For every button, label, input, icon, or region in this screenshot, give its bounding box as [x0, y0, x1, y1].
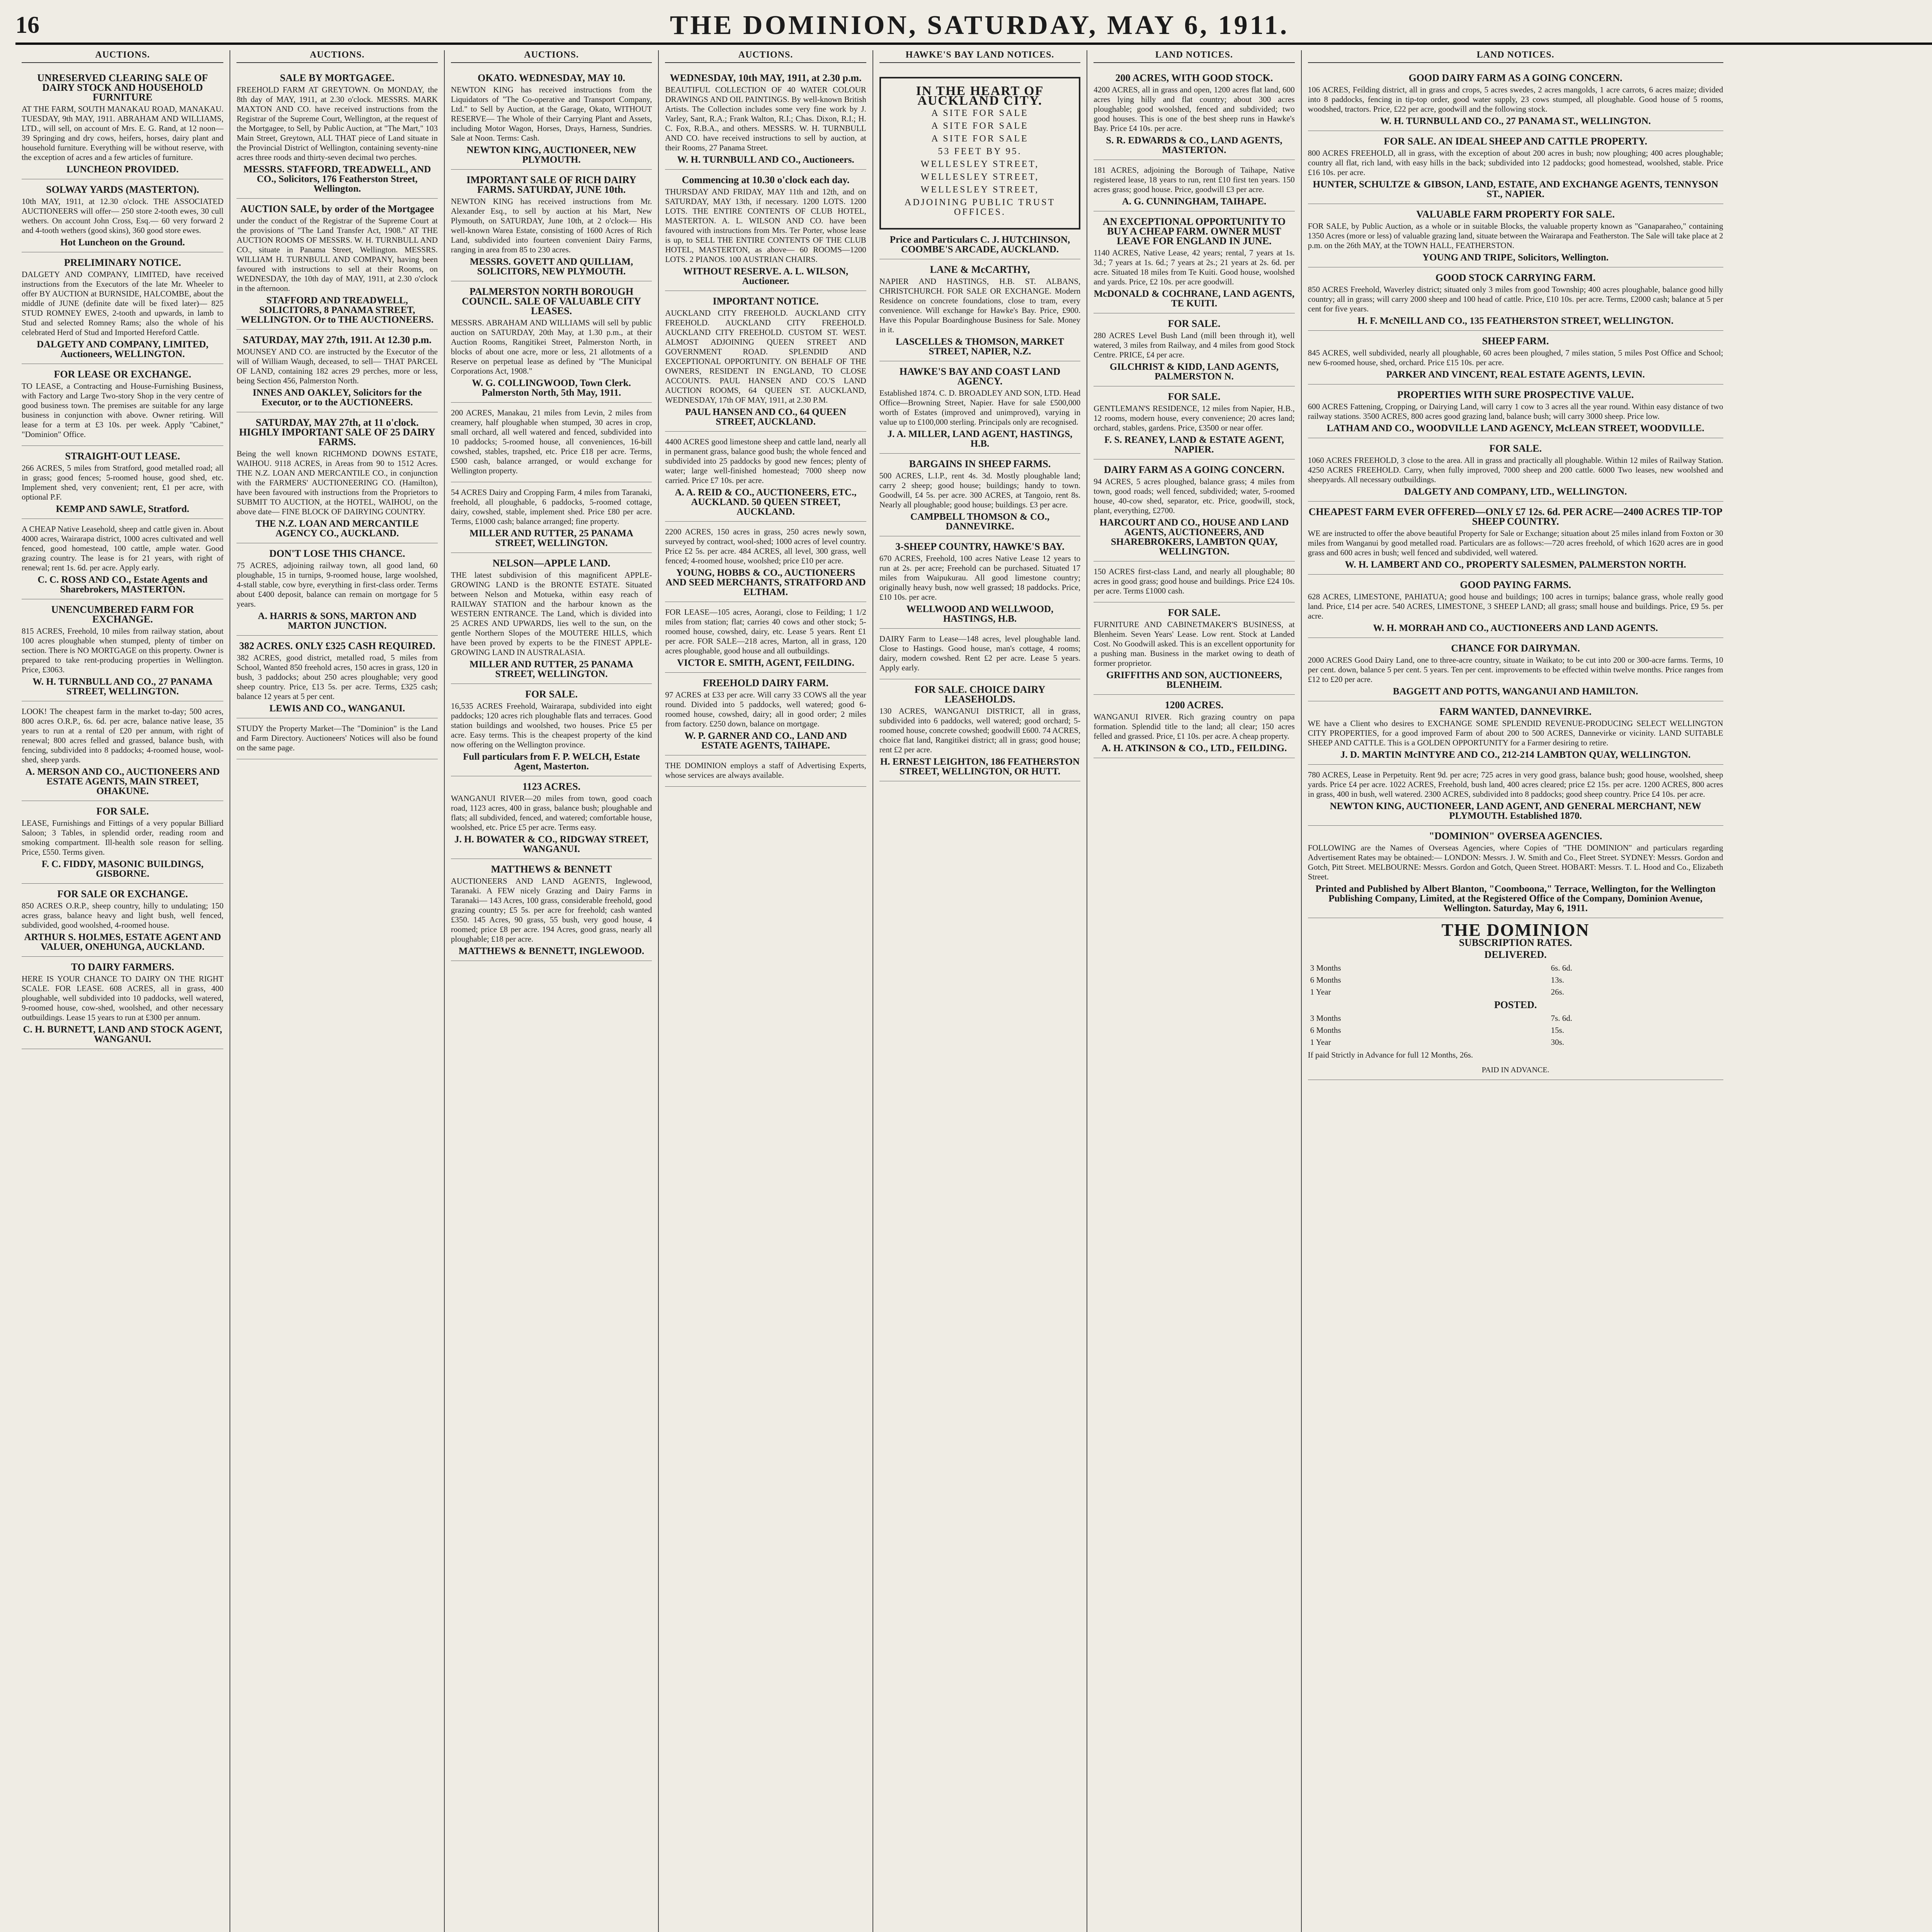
column-heading: AUCTIONS.: [236, 50, 437, 63]
subscription-subtitle: SUBSCRIPTION RATES.: [1459, 937, 1572, 948]
advertisement-signature: NEWTON KING, AUCTIONEER, LAND AGENT, AND GENERAL MERCHANT, NEW PLYMOUTH. Established 1870.: [1330, 801, 1701, 821]
advertisement-body: WE have a Client who desires to EXCHANGE SOME SPLENDID REVENUE-PRODUCING SELECT WELLINGTON CITY PROPERTIES, for a good improved Farm of about 200 to 500 ACRES, Dannevirke or vicinity. LAND SUITABLE SHEEP AND CATTLE. This is a GOLDEN OPPORTUNITY for a Farmer desiring to retire.: [1308, 719, 1723, 747]
advertisement-body: 130 ACRES, WANGANUI DISTRICT, all in grass, subdivided into 6 paddocks, well watered; good orchard; 5-roomed house, concrete cowshed; goodwill £600. 74 ACRES, choice flat land, Rangitikei district; all in grass; good house; rent £2 per acre.: [879, 706, 1081, 754]
advertisement-body: 2000 ACRES Good Dairy Land, one to three-acre country, situate in Waikato; to be cut into 200 or 300-acre farms. Terms, 10 per cent. down, balance 5 per cent. 5 years. Ten per cent. improvements to be effected within twelve months. Price ranges from £12 to £20 per acre.: [1308, 655, 1723, 684]
advertisement-signature: GILCHRIST & KIDD, LAND AGENTS, PALMERSTON N.: [1109, 362, 1279, 382]
advertisement-title: Commencing at 10.30 o'clock each day.: [682, 174, 850, 185]
advertisement-signature: INNES AND OAKLEY, Solicitors for the Executor, or to the AUCTIONEERS.: [252, 388, 422, 408]
advertisement-signature: HARCOURT AND CO., HOUSE AND LAND AGENTS, AUCTIONEERS, AND SHAREBROKERS, LAMBTON QUAY, WELLINGTON.: [1099, 517, 1289, 557]
advertisement-signature: VICTOR E. SMITH, AGENT, FEILDING.: [677, 658, 854, 668]
advertisement-body: FOR LEASE—105 acres, Aorangi, close to Feilding; 1 1/2 miles from station; flat; carries 40 cows and other stock; 5-roomed house, cowshed, dairy, etc. Lease 5 years. Rent £1 per acre. FOR SALE—218 acres, Marton, all in grass, 120 acres ploughable, good house and all outbuildings.: [665, 607, 866, 655]
advertisement: [22, 957, 223, 1049]
advertisement-line: A SITE FOR SALE: [931, 121, 1029, 131]
advertisement-body: 280 ACRES Level Bush Land (mill been through it), well watered, 3 miles from Railway, and 4 miles from good Stock Centre. PRICE, £4 per acre.: [1094, 331, 1295, 359]
rate-period: 1 Year: [1310, 1037, 1331, 1047]
advertisement-body: AUCTIONEERS AND LAND AGENTS, Inglewood, Taranaki. A FEW nicely Grazing and Dairy Farms in Taranaki— 143 Acres, 100 grass, considerable freehold, good grazing country; £5 5s. per acre for freehold; cash wanted £350. 145 Acres, 90 grass, 55 bush, very good house, 4 roomed; price £8 per acre. 194 Acres, good grass, nearly all ploughable; £18 per acre.: [451, 876, 652, 944]
advertisement-body: THE latest subdivision of this magnificent APPLE-GROWING LAND is the BRONTE ESTATE. Situated between Nelson and Motueka, within easy reach of RAILWAY STATION and the harbour known as the WESTERN ENTRANCE. The Land, which is divided into 25 ACRES AND UPWARDS, lies well to the sun, on the gentle Northern Slopes of the MOUTERE HILLS, which have been proved by experts to be the FINEST APPLE-GROWING LAND IN AUSTRALASIA.: [451, 570, 652, 657]
advertisement: [22, 446, 223, 519]
rate-row: [1309, 963, 1723, 974]
advertisement: [1308, 438, 1723, 502]
advertisement-body: 200 ACRES, Manakau, 21 miles from Levin, 2 miles from creamery, half ploughable when stumped, 30 acres in crop, small orchard, all well watered and fenced, subdivided into 10 paddocks; 5-roomed house, all conveniences, 16-bill cowshed, stables, trapshed, etc. Price £18 per acre. Terms, £500 cash, balance arranged, or would exchange for Wellington property.: [451, 408, 652, 475]
advertisement-body: THE DOMINION employs a staff of Advertising Experts, whose services are always available.: [665, 761, 866, 780]
advertisement-title: IMPORTANT NOTICE.: [713, 296, 819, 307]
advertisement-body: 500 ACRES, L.I.P., rent 4s. 3d. Mostly ploughable land; carry 2 sheep; good house; buildings; handy to town. Goodwill, £4 5s. per acre. 300 ACRES, at Tangoio, rent 8s. Nearly all ploughable; good house; buildings. £3 per acre.: [879, 471, 1081, 509]
advertisement: [879, 679, 1080, 781]
advertisement: [1094, 561, 1294, 602]
advertisement-body: 94 ACRES, 5 acres ploughed, balance grass; 4 miles from town, good roads; well fenced, subdivided; water, 5-roomed house, 40-cow shed, separator, etc. Price, goodwill, stock, plant, everything, £2700.: [1094, 477, 1295, 515]
advertisement: [1308, 502, 1723, 575]
advertisement: [451, 859, 652, 961]
advertisement-signature: J. H. BOWATER & CO., RIDGWAY STREET, WANGANUI.: [454, 834, 649, 854]
rate-period: 1 Year: [1310, 987, 1331, 997]
advertisement-body: GENTLEMAN'S RESIDENCE, 12 miles from Napier, H.B., 12 rooms, modern house, every convenience; 20 acres land; orchard, stables, gardens. Price, £3500 or near offer.: [1094, 404, 1295, 432]
advertisement-signature: MESSRS. GOVETT AND QUILLIAM, SOLICITORS, NEW PLYMOUTH.: [469, 257, 633, 277]
advertisement: [1308, 575, 1723, 638]
advertisement: [236, 330, 437, 412]
advertisement: [1094, 386, 1294, 459]
advertisement-title: FOR SALE.: [1168, 318, 1221, 329]
advertisement-body: FOLLOWING are the Names of Overseas Agencies, where Copies of "THE DOMINION" and particulars regarding Advertisement Rates may be obtained:— LONDON: Messrs. J. W. Smith and Co., Fleet Street. SYDNEY: Messrs. Gordon and Gotch, Pitt Street. MELBOURNE: Messrs. Gordon and Gotch, Queen Street. HOBART: Messrs. T. L. Hood and Co., Elizabeth Street.: [1308, 843, 1723, 881]
advertisement-signature: F. S. REANEY, LAND & ESTATE AGENT, NAPIER.: [1104, 435, 1284, 455]
rate-row: [1309, 986, 1723, 998]
advertisement-body: FURNITURE AND CABINETMAKER'S BUSINESS, at Blenheim. Seven Years' Lease. Low rent. Stock at Landed Cost. No Goodwill asked. This is an excellent opportunity for a pushing man. Business in the market owing to death of former proprietor.: [1094, 620, 1295, 668]
advertisement: [879, 68, 1080, 259]
advertisement-signature: W. G. COLLINGWOOD, Town Clerk. Palmerston North, 5th May, 1911.: [472, 378, 631, 398]
advertisement: [1094, 602, 1294, 695]
advertisement: [1308, 826, 1723, 918]
masthead: [15, 8, 1932, 45]
advertisement-body: 1060 ACRES FREEHOLD, 3 close to the area. All in grass and practically all ploughable. Within 12 miles of Railway Station. 4250 ACRES FREEHOLD. Carry, when fully improved, 7000 sheep and 200 cattle. 6000 Two leases, new woolshed and sheepyards. All necessary outbuildings.: [1308, 456, 1723, 484]
advertisement: [1308, 131, 1723, 204]
advertisement-title: FOR SALE. CHOICE DAIRY LEASEHOLDS.: [914, 684, 1046, 705]
column-7: [1301, 50, 1730, 1932]
advertisement: [1094, 211, 1294, 313]
advertisement-signature: W. H. LAMBERT AND CO., PROPERTY SALESMEN, PALMERSTON NORTH.: [1345, 560, 1686, 570]
advertisement-body: under the conduct of the Registrar of the Supreme Court at the provisions of "The Land Transfer Act, 1908." AT THE AUCTION ROOMS OF MESSRS. W. H. TURNBULL AND CO., situate in Panama Street, Wellington. MESSRS. WILLIAM H. TURNBULL AND COMPANY, having been favoured with instructions to sell at their Rooms, on WEDNESDAY, the 10th day of MAY, 1911, at 2.30 o'clock in the afternoon.: [236, 216, 438, 293]
rate-period: 3 Months: [1310, 1014, 1341, 1023]
advertisement-signature: H. ERNEST LEIGHTON, 186 FEATHERSTON STREET, WELLINGTON, OR HUTT.: [880, 757, 1080, 777]
advertisement-signature: C. C. ROSS AND CO., Estate Agents and Sharebrokers, MASTERTON.: [37, 575, 208, 595]
advertisement-title: FOR SALE.: [1168, 607, 1221, 618]
advertisement: [22, 519, 223, 599]
advertisement: [1308, 638, 1723, 701]
column-heading: AUCTIONS.: [22, 50, 223, 63]
posted-heading: POSTED.: [1494, 999, 1537, 1010]
advertisement-body: STUDY the Property Market—The "Dominion" is the Land and Farm Directory. Auctioneers' Notices will also be found on the same page.: [236, 724, 438, 752]
advertisement-body: DALGETY AND COMPANY, LIMITED, have received instructions from the Executors of the late Mr. Wheeler to offer BY AUCTION at BURNSIDE, HALCOMBE, about the middle of JUNE (definite date will be fixed later)— 825 STUD ROMNEY EWES, 2-tooth and upwards, in lamb to Stud and selected Romney Rams; also the whole of his celebrated Herd of Stud and Imported Hereford Cattle.: [22, 270, 224, 337]
advertisement: [1094, 68, 1294, 160]
advertisement-signature: KEMP AND SAWLE, Stratford.: [56, 504, 189, 514]
rate-row: [1309, 1025, 1723, 1036]
advertisement-body: 628 ACRES, LIMESTONE, PAHIATUA; good house and buildings; 100 acres in turnips; balance grass, whole really good land. Price, £14 per acre. 540 ACRES, LIMESTONE, 3 SHEEP LAND; all grass; small house and buildings. Price, £9 5s. per acre.: [1308, 592, 1723, 621]
advertisement-body: 16,535 ACRES Freehold, Wairarapa, subdivided into eight paddocks; 120 acres rich ploughable flats and terraces. Good station buildings and woolshed, two houses. Price £5 per acre. Easy terms. This is the cheapest property of the kind now offering on the Wellington province.: [451, 701, 652, 749]
boxed-advertisement: [879, 77, 1080, 230]
columns-container: [15, 50, 1932, 1932]
advertisement-title: VALUABLE FARM PROPERTY FOR SALE.: [1416, 209, 1615, 220]
rate-row: [1309, 975, 1723, 986]
advertisement-body: 850 ACRES O.R.P., sheep country, hilly to undulating; 150 acres grass, balance heavy and light bush, well fenced, subdivided, good woolshed, 4-roomed house.: [22, 901, 224, 930]
advertisement-signature: LEWIS AND CO., WANGANUI.: [269, 703, 405, 714]
rate-price: 30s.: [1551, 1037, 1565, 1047]
rate-price: 13s.: [1551, 975, 1565, 985]
advertisement-title: UNRESERVED CLEARING SALE OF DAIRY STOCK AND HOUSEHOLD FURNITURE: [37, 72, 208, 103]
advertisement-signature: Price and Particulars C. J. HUTCHINSON, COOMBE'S ARCADE, AUCKLAND.: [889, 235, 1070, 255]
advertisement-signature: NEWTON KING, AUCTIONEER, NEW PLYMOUTH.: [466, 145, 636, 165]
advertisement-body: 600 ACRES Fattening, Cropping, or Dairying Land, will carry 1 cow to 3 acres all the year round. Within easy distance of two railway stations. 3500 ACRES, 800 acres good grazing land, balance bush; will carry 3000 sheep. Price low.: [1308, 402, 1723, 421]
advertisement-title: AUCTION SALE, by order of the Mortgagee: [240, 203, 434, 214]
column-heading: LAND NOTICES.: [1308, 50, 1723, 63]
advertisement-body: THURSDAY AND FRIDAY, MAY 11th and 12th, and on SATURDAY, MAY 13th, if necessary. 1200 LOTS. 1200 LOTS. THE ENTIRE CONTENTS OF CLUB HOTEL, MASTERTON. A. L. WILSON AND CO. have been favoured with instructions from Mrs. Ter Porter, whose lease is up, to SELL THE ENTIRE CONTENTS OF THE CLUB HOTEL, MASTERTON, as above— 60 ROOMS—1200 LOTS. 2 PIANOS. 100 AUSTRIAN CHAIRS.: [665, 187, 866, 264]
advertisement: [665, 68, 866, 170]
subscription-title: THE DOMINION: [1441, 920, 1590, 940]
advertisement: [1308, 384, 1723, 438]
advertisement-title: NELSON—APPLE LAND.: [492, 558, 611, 569]
advertisement-title: FREEHOLD DAIRY FARM.: [703, 677, 828, 689]
advertisement-signature: W. H. TURNBULL AND CO., 27 PANAMA ST., WELLINGTON.: [1380, 116, 1651, 126]
advertisement-signature: MILLER AND RUTTER, 25 PANAMA STREET, WELLINGTON.: [469, 528, 634, 548]
advertisement-signature: W. H. TURNBULL AND CO., 27 PANAMA STREET, WELLINGTON.: [32, 677, 213, 697]
advertisement-body: 181 ACRES, adjoining the Borough of Taihape, Native registered lease, 18 years to run, rent £10 first ten years. 150 acres grass; good house. Price, goodwill £3 per acre.: [1094, 165, 1295, 194]
advertisement-title: GOOD PAYING FARMS.: [1460, 579, 1571, 590]
advertisement: [1094, 695, 1294, 758]
rate-price: 15s.: [1551, 1026, 1565, 1035]
advertisement: [879, 454, 1080, 536]
advertisement: [22, 701, 223, 801]
advertisement-signature: S. R. EDWARDS & CO., LAND AGENTS, MASTERTON.: [1106, 135, 1282, 155]
advertisement-signature: PAUL HANSEN AND CO., 64 QUEEN STREET, AUCKLAND.: [685, 407, 847, 427]
advertisement-line: WELLESLEY STREET,: [920, 185, 1039, 195]
advertisement-signature: GRIFFITHS AND SON, AUCTIONEERS, BLENHEIM.: [1106, 670, 1282, 690]
advertisement-body: 97 ACRES at £33 per acre. Will carry 33 COWS all the year round. Divided into 5 paddocks, well watered; good 6-roomed house, cowshed, dairy; all in good order; 2 miles from factory. £250 down, balance on mortgage.: [665, 690, 866, 728]
advertisement-title: 1200 ACRES.: [1165, 699, 1224, 711]
advertisement-body: TO LEASE, a Contracting and House-Furnishing Business, with Factory and Large Two-story Shop in the very centre of good business town. The premises are suitable for any large business in conjunction with above. Owner retiring. Will lease for a term at £3 10s. per week. Apply "Cabinet," "Dominion" Office.: [22, 381, 224, 439]
advertisement: [236, 68, 437, 199]
advertisement-signature: A. H. ATKINSON & CO., LTD., FEILDING.: [1101, 743, 1287, 753]
posted-rates-table: [1308, 1012, 1723, 1049]
column-heading: AUCTIONS.: [665, 50, 866, 63]
advertisement-title: SATURDAY, MAY 27th, at 11 o'clock. HIGHLY IMPORTANT SALE OF 25 DAIRY FARMS.: [239, 417, 435, 447]
rate-row: [1309, 1037, 1723, 1048]
advertisement-signature: LASCELLES & THOMSON, MARKET STREET, NAPIER, N.Z.: [896, 337, 1064, 357]
advertisement-signature: C. H. BURNETT, LAND AND STOCK AGENT, WANGANUI.: [23, 1024, 222, 1044]
advertisement-title: BARGAINS IN SHEEP FARMS.: [909, 458, 1051, 469]
advertisement-title: 200 ACRES, WITH GOOD STOCK.: [1115, 72, 1273, 83]
advertisement: [1308, 331, 1723, 384]
advertisement-body: BEAUTIFUL COLLECTION OF 40 WATER COLOUR DRAWINGS AND OIL PAINTINGS. By well-known British Artists. The Collection includes some very fine work by J. Varley, Sant, R.A.; Frank Walton, R.I.; Chas. Dixon, R.I.; H. C. Fox, R.B.A., and others. MESSRS. W. H. TURNBULL AND CO. have received instructions to sell by auction, at their Rooms, 27 Panama Street.: [665, 85, 866, 152]
advertisement-signature: YOUNG, HOBBS & CO., AUCTIONEERS AND SEED MERCHANTS, STRATFORD AND ELTHAM.: [665, 568, 866, 597]
advertisement-body: FREEHOLD FARM AT GREYTOWN. On MONDAY, the 8th day of MAY, 1911, at 2.30 o'clock. MESSRS. MARK MAXTON AND CO. have received instructions from the Registrar of the Supreme Court, Wellington, at the request of the Mortgagee, to Sell, by Public Auction, at "The Mart," 103 Main Street, Greytown, ALL THAT piece of Land situate in the Provincial District of Wellington, containing seventy-nine acres three roods and thirty-seven decimal two perches.: [236, 85, 438, 162]
advertisement: [665, 432, 866, 522]
advertisement-signature: MATTHEWS & BENNETT, INGLEWOOD.: [458, 946, 645, 956]
advertisement-line: WELLESLEY STREET,: [920, 159, 1039, 169]
column-heading: AUCTIONS.: [451, 50, 652, 63]
advertisement: [665, 170, 866, 291]
rate-period: 3 Months: [1310, 963, 1341, 973]
advertisement: [1094, 160, 1294, 211]
advertisement-line: A SITE FOR SALE: [931, 134, 1029, 144]
advertisement-signature: Hot Luncheon on the Ground.: [60, 237, 185, 248]
advertisement-title: "DOMINION" OVERSEA AGENCIES.: [1429, 830, 1602, 842]
advertisement-title: HAWKE'S BAY AND COAST LAND AGENCY.: [899, 366, 1061, 387]
advertisement-title: CHEAPEST FARM EVER OFFERED—ONLY £7 12s. 6d. PER ACRE—2400 ACRES TIP-TOP SHEEP COUNTRY.: [1308, 506, 1723, 527]
advertisement: [879, 259, 1080, 361]
advertisement-signature: MESSRS. STAFFORD, TREADWELL, AND CO., Solicitors, 176 Featherston Street, Wellington.: [243, 164, 431, 194]
advertisement-signature: A. HARRIS & SONS, MARTON AND MARTON JUNCTION.: [258, 611, 417, 631]
advertisement-signature: A. A. REID & CO., AUCTIONEERS, ETC., AUCKLAND. 50 QUEEN STREET, AUCKLAND.: [675, 487, 857, 517]
rate-price: 7s. 6d.: [1551, 1014, 1573, 1023]
advertisement-body: FOR SALE, by Public Auction, as a whole or in suitable Blocks, the valuable property known as "Ganaparaheo," containing 1350 Acres (more or less) of valuable grazing land, situate between the Wairarapa and Featherston. The Sale will take place at 2 p.m. on the 26th MAY, at the TOWN HALL, FEATHERSTON.: [1308, 221, 1723, 250]
advertisement-title: GOOD DAIRY FARM AS A GOING CONCERN.: [1408, 72, 1622, 83]
advertisement-body: WANGANUI RIVER. Rich grazing country on papa formation. Splendid title to the land; all clear; 150 acres felled and grassed. Price, £1 10s. per acre. A cheap property.: [1094, 712, 1295, 741]
advertisement-line: 53 FEET BY 95.: [938, 146, 1022, 156]
advertisement-body: Established 1874. C. D. BROADLEY AND SON, LTD. Head Office—Browning Street, Napier. Have for sale £500,000 worth of Estates (improved and unimproved), varying in value up to £100,000 sterling. Principals only are recognised.: [879, 388, 1081, 427]
column-3: [444, 50, 658, 1932]
advertisement-body: MESSRS. ABRAHAM AND WILLIAMS will sell by public auction on SATURDAY, 20th May, at 1.30 p.m., at their Auction Rooms, Rangitikei Street, Palmerston North, in blocks of about one acre, more or less, 21 allotments of a Reserve on perpetual lease as defined by "The Municipal Corporations Act, 1908.": [451, 318, 652, 376]
advertisement-body: 670 ACRES, Freehold, 100 acres Native Lease 12 years to run at 2s. per acre; Freehold can be purchased. Situated 17 miles from Waipukurau. All good limestone country; originally heavy bush, now well grassed; 18 paddocks. Price, £10 10s. per acre.: [879, 554, 1081, 602]
advertisement-title: 3-SHEEP COUNTRY, HAWKE'S BAY.: [895, 541, 1065, 552]
advertisement: [22, 252, 223, 364]
advertisement-title: 382 ACRES. ONLY £325 CASH REQUIRED.: [239, 640, 435, 651]
column-4: [658, 50, 872, 1932]
advertisement: [451, 403, 652, 482]
advertisement-title: SOLWAY YARDS (MASTERTON).: [46, 184, 199, 195]
advertisement-body: LEASE, Furnishings and Fittings of a very popular Billiard Saloon; 3 Tables, in splendid order, reading room and smoking compartment. Ill-health sole reason for selling. Price, £550. Terms given.: [22, 818, 224, 857]
advertisement-body: WANGANUI RIVER—20 miles from town, good coach road, 1123 acres, 400 in grass, balance bush; ploughable and flats; all subdivided, fenced, and watered; comfortable house, woolshed, etc. Price £5 per acre. Terms easy.: [451, 794, 652, 832]
advertisement-body: 780 ACRES, Lease in Perpetuity. Rent 9d. per acre; 725 acres in very good grass, balance bush; good house, woolshed, sheep yards. Price £4 per acre. 1022 ACRES, Freehold, bush land, 400 acres cleared; price £2 15s. per acre. 1200 ACRES, 800 acres in grass, 400 in bush, well watered. 2300 ACRES, subdivided into 8 paddocks; good sheep country. Price £4 10s. per acre.: [1308, 770, 1723, 799]
advertisement: [1308, 765, 1723, 826]
rate-price: 26s.: [1551, 987, 1565, 997]
column-5: [872, 50, 1087, 1932]
advertisement: [451, 170, 652, 281]
advertisement-title: OKATO. WEDNESDAY, MAY 10.: [478, 72, 626, 83]
advertisement-title: FARM WANTED, DANNEVIRKE.: [1439, 706, 1592, 717]
advertisement-title: FOR SALE.: [1168, 391, 1221, 402]
advertisement: [1308, 701, 1723, 765]
advertisement: [451, 281, 652, 403]
advertisement-title: 1123 ACRES.: [522, 781, 581, 792]
advertisement-signature: STAFFORD AND TREADWELL, SOLICITORS, 8 PANAMA STREET, WELLINGTON. Or to THE AUCTIONEERS.: [241, 295, 434, 325]
advertisement-signature: MILLER AND RUTTER, 25 PANAMA STREET, WELLINGTON.: [469, 659, 634, 679]
advertisement-body: NEWTON KING has received instructions from the Liquidators of "The Co-operative and Transport Company, Ltd." to Sell by Auction, at the Garage, Okato, WITHOUT RESERVE— The Whole of their Carrying Plant and Assets, including Motor Wagon, Horses, Drays, Harness, Sundries. Sale at Noon. Terms: Cash.: [451, 85, 652, 143]
advertisement-body: LOOK! The cheapest farm in the market to-day; 500 acres, 800 acres O.R.P., 6s. 6d. per acre, balance native lease, 35 years to run at a rental of £20 per annum, with right of renewal; 800 acres felled and grassed, balance bush, with fencing, subdivided into 8 paddocks; 4-roomed house, wool-shed, sheep yards.: [22, 707, 224, 764]
advertisement-body: 815 ACRES, Freehold, 10 miles from railway station, about 100 acres ploughable when stumped, plenty of timber on section. There is NO MORTGAGE on this property. Owner is prepared to take rent-producing properties in Wellington. Price, £3063.: [22, 626, 224, 674]
advertisement-body: A CHEAP Native Leasehold, sheep and cattle given in. About 4000 acres, Wairarapa district, 1000 acres cultivated and well fenced, good homestead, 100 cattle, ample water. Good grazing country. The lease is for 21 years, with right of renewal; rent 1s. 6d. per acre. Apply early.: [22, 524, 224, 572]
advertisement-title: IMPORTANT SALE OF RICH DAIRY FARMS. SATURDAY, JUNE 10th.: [466, 174, 636, 195]
advertisement: [236, 199, 437, 330]
advertisement-title: PROPERTIES WITH SURE PROSPECTIVE VALUE.: [1397, 389, 1634, 400]
advertisement-signature: W. H. MORRAH AND CO., AUCTIONEERS AND LAND AGENTS.: [1373, 623, 1658, 633]
column-1: [15, 50, 230, 1932]
advertisement: [451, 553, 652, 684]
page-number: 16: [15, 12, 39, 38]
advertisement-title: SALE BY MORTGAGEE.: [280, 72, 395, 83]
advertisement-signature: McDONALD & COCHRANE, LAND AGENTS, TE KUITI.: [1094, 289, 1295, 309]
advertisement: [665, 602, 866, 673]
subscription-footer: PAID IN ADVANCE.: [1481, 1066, 1549, 1074]
advertisement-signature: DALGETY AND COMPANY, LTD., WELLINGTON.: [1404, 486, 1627, 497]
advertisement: [1094, 313, 1294, 386]
advertisement: [665, 522, 866, 602]
advertisement: [879, 361, 1080, 454]
rate-period: 6 Months: [1310, 1026, 1341, 1035]
advertisement-body: WE are instructed to offer the above beautiful Property for Sale or Exchange; situation about 25 miles inland from Foxton or 30 miles from Wanganui by good metalled road. Particulars are as follows:—720 acres freehold, of which 1620 acres are in good grass and 600 acres in bush; well fenced and subdivided, well watered.: [1308, 529, 1723, 557]
advertisement-signature: J. D. MARTIN McINTYRE AND CO., 212-214 LAMBTON QUAY, WELLINGTON.: [1340, 750, 1691, 760]
advertisement-body: DAIRY Farm to Lease—148 acres, level ploughable land. Close to Hastings. Good house, man's cottage, 4 rooms; dairy, modern cowshed. Rent £2 per acre. Lease 5 years. Apply early.: [879, 634, 1081, 672]
advertisement-body: AUCKLAND CITY FREEHOLD. AUCKLAND CITY FREEHOLD. AUCKLAND CITY FREEHOLD. AUCKLAND CITY FREEHOLD. CUSTOM ST. WEST. ALMOST ADJOINING QUEEN STREET AND GOVERNMENT ROAD. SPLENDID AND EXCEPTIONAL OPPORTUNITY. ON BEHALF OF THE OWNERS, RESIDENT IN ENGLAND, TO CLOSE ACCOUNTS. PAUL HANSEN AND CO.'S LAND AUCTION ROOMS, 64 QUEEN ST. AUCKLAND, WEDNESDAY, 17th OF MAY, 1911, at 2.30 P.M.: [665, 308, 866, 405]
advertisement-signature: J. A. MILLER, LAND AGENT, HASTINGS, H.B.: [887, 429, 1073, 449]
advertisement-body: 4400 ACRES good limestone sheep and cattle land, nearly all in permanent grass, balance good bush; the whole fenced and subdivided into 25 paddocks by good new fences; plenty of water; large well-finished homestead; 7000 sheep now carried. Price £7 10s. per acre.: [665, 437, 866, 485]
advertisement-title: FOR SALE.: [96, 806, 149, 817]
advertisement: [1308, 68, 1723, 131]
advertisement-title: PRELIMINARY NOTICE.: [64, 257, 181, 268]
rate-period: 6 Months: [1310, 975, 1341, 985]
advertisement-signature: DALGETY AND COMPANY, LIMITED, Auctioneers, WELLINGTON.: [37, 339, 209, 359]
advertisement-title: MATTHEWS & BENNETT: [491, 864, 612, 875]
advertisement-body: 2200 ACRES, 150 acres in grass, 250 acres newly sown, surveyed by contract, wool-shed; 1000 acres of level country. Price £2 5s. per acre. 484 ACRES, all level, 300 grass, well fenced; 4-roomed house, woolshed; price £10 per acre.: [665, 527, 866, 565]
rate-price: 6s. 6d.: [1551, 963, 1573, 973]
rate-row: [1309, 1013, 1723, 1024]
advertisement-signature: WITHOUT RESERVE. A. L. WILSON, Auctioneer.: [683, 266, 849, 286]
advertisement-body: 150 ACRES first-class Land, and nearly all ploughable; 80 acres in good grass; good house and buildings. Price £24 10s. per acre. Terms £1000 cash.: [1094, 567, 1295, 595]
advertisement-body: 54 ACRES Dairy and Cropping Farm, 4 miles from Taranaki, freehold, all ploughable, 6 paddocks, 5-roomed cottage, dairy, cowshed, stable, implement shed. Price £80 per acre. Terms, £1000 cash; balance arranged; fine property.: [451, 488, 652, 526]
advertisement-signature: A. MERSON AND CO., AUCTIONEERS AND ESTATE AGENTS, MAIN STREET, OHAKUNE.: [25, 767, 220, 796]
advertisement-body: Being the well known RICHMOND DOWNS ESTATE, WAIHOU. 9118 ACRES, in Areas from 90 to 1512 Acres. THE N.Z. LOAN AND MERCANTILE CO., in conjunction with the FARMERS' AUCTIONEERING CO. (Hamilton), have been favoured with instructions from the Proprietors to SUBMIT TO AUCTION, at the HOTEL, WAIHOU, on the above date— FINE BLOCK OF DAIRYING COUNTRY.: [236, 449, 438, 516]
advertisement: [236, 718, 437, 759]
advertisement-signature: YOUNG AND TRIPE, Solicitors, Wellington.: [1422, 252, 1609, 263]
advertisement: [879, 536, 1080, 629]
advertisement-title: WEDNESDAY, 10th MAY, 1911, at 2.30 p.m.: [670, 72, 862, 83]
advertisement-signature: W. H. TURNBULL AND CO., Auctioneers.: [677, 155, 854, 165]
subscription-block: [1308, 918, 1723, 1080]
advertisement-body: HERE IS YOUR CHANCE TO DAIRY ON THE RIGHT SCALE. FOR LEASE. 608 ACRES, all in grass, 400 ploughable, well subdivided into 10 paddocks, well watered, 9-roomed house, cow-shed, woolshed, and other necessary outbuildings. Lease 15 years to run at £300 per annum.: [22, 974, 224, 1022]
advertisement-body: 845 ACRES, well subdivided, nearly all ploughable, 60 acres been ploughed, 7 miles station, 5 miles Post Office and School; new 6-roomed house, shed, orchard. Price £15 10s. per acre.: [1308, 348, 1723, 367]
advertisement-signature: LATHAM AND CO., WOODVILLE LAND AGENCY, McLEAN STREET, WOODVILLE.: [1327, 423, 1704, 434]
advertisement-signature: W. P. GARNER AND CO., LAND AND ESTATE AGENTS, TAIHAPE.: [684, 731, 847, 751]
advertisement: [665, 755, 866, 787]
advertisement-title: FOR SALE.: [1489, 443, 1542, 454]
advertisement: [451, 68, 652, 170]
advertisement: [236, 412, 437, 543]
delivered-heading: DELIVERED.: [1484, 949, 1547, 960]
column-2: [230, 50, 444, 1932]
advertisement-title: FOR SALE OR EXCHANGE.: [57, 888, 188, 900]
advertisement: [451, 684, 652, 776]
advertisement-title: DAIRY FARM AS A GOING CONCERN.: [1104, 464, 1284, 475]
advertisement-signature: THE N.Z. LOAN AND MERCANTILE AGENCY CO., AUCKLAND.: [255, 519, 419, 539]
advertisement: [665, 291, 866, 432]
advertisement-signature: A. G. CUNNINGHAM, TAIHAPE.: [1122, 196, 1267, 207]
advertisement-body: MOUNSEY AND CO. are instructed by the Executor of the will of William Waugh, deceased, to sell— THAT PARCEL OF LAND, containing 182 acres 29 perches, more or less, being Section 456, Palmerston North.: [236, 347, 438, 385]
advertisement: [1308, 204, 1723, 267]
advertisement: [1308, 267, 1723, 331]
advertisement-line: A SITE FOR SALE: [931, 108, 1029, 118]
advertisement-title: FOR LEASE OR EXCHANGE.: [54, 369, 191, 380]
advertisement-signature: Full particulars from F. P. WELCH, Estate Agent, Masterton.: [463, 752, 640, 772]
advertisement-line: ADJOINING PUBLIC TRUST OFFICES.: [904, 197, 1056, 217]
advertisement-signature: LUNCHEON PROVIDED.: [66, 164, 179, 175]
advertisement: [22, 801, 223, 884]
subscription-note: If paid Strictly in Advance for full 12 Months, 26s.: [1308, 1050, 1473, 1060]
column-heading: HAWKE'S BAY LAND NOTICES.: [879, 50, 1080, 63]
advertisement-title: FOR SALE.: [525, 689, 578, 700]
advertisement-signature: PARKER AND VINCENT, REAL ESTATE AGENTS, LEVIN.: [1386, 369, 1645, 380]
advertisement-body: 266 ACRES, 5 miles from Stratford, good metalled road; all in grass; good fences; 5-roomed house, good shed, etc. Implement shed, very convenient; rent, £1 per acre, with optional P.F.: [22, 463, 224, 502]
advertisement-title: FOR SALE. AN IDEAL SHEEP AND CATTLE PROPERTY.: [1384, 136, 1647, 147]
advertisement: [1094, 459, 1294, 561]
advertisement-body: 106 ACRES, Feilding district, all in grass and crops, 5 acres swedes, 2 acres mangolds, 1 acre carrots, 6 acres maize; divided into 8 paddocks, fencing in tip-top order, good water supply, 23 cows stumped, all ploughable. Good house of 5 rooms, woodshed, tractors. Price, £22 per acre, goodwill and the following stock.: [1308, 85, 1723, 114]
column-heading: LAND NOTICES.: [1094, 50, 1294, 63]
page-title: THE DOMINION, SATURDAY, MAY 6, 1911.: [670, 10, 1289, 40]
advertisement-body: 10th MAY, 1911, at 12.30 o'clock. THE ASSOCIATED AUCTIONEERS will offer— 250 store 2-tooth ewes, 30 cull wethers. On account John Cross, Esq.— 60 very forward 2 and 4-tooth wethers (good skins), 360 good store ewes.: [22, 197, 224, 235]
advertisement-title: TO DAIRY FARMERS.: [71, 961, 174, 973]
advertisement: [22, 364, 223, 446]
advertisement: [22, 884, 223, 957]
advertisement-body: 4200 ACRES, all in grass and open, 1200 acres flat land, 600 acres lying hilly and flat country; about 300 acres ploughable; good woolshed, fenced and subdivided; two good houses. This is one of the best sheep runs in Hawke's Bay. Price £4 10s. per acre.: [1094, 85, 1295, 133]
advertisement-signature: F. C. FIDDY, MASONIC BUILDINGS, GISBORNE.: [41, 859, 204, 879]
advertisement-signature: ARTHUR S. HOLMES, ESTATE AGENT AND VALUER, ONEHUNGA, AUCKLAND.: [24, 932, 221, 952]
advertisement-title: CHANCE FOR DAIRYMAN.: [1451, 643, 1580, 654]
advertisement-body: NEWTON KING has received instructions from Mr. Alexander Esq., to sell by auction at his Mart, New Plymouth, on SATURDAY, June 10th, at 2 o'clock— His well-known Warea Estate, consisting of 1600 Acres of Rich Land, subdivided into fourteen convenient Dairy Farms, ranging in area from 85 to 230 acres.: [451, 197, 652, 254]
advertisement: [22, 68, 223, 179]
advertisement-title: IN THE HEART OF AUCKLAND CITY.: [916, 84, 1044, 108]
advertisement-title: AN EXCEPTIONAL OPPORTUNITY TO BUY A CHEAP FARM. OWNER MUST LEAVE FOR ENGLAND IN JUNE.: [1102, 216, 1286, 247]
advertisement-title: GOOD STOCK CARRYING FARM.: [1435, 272, 1596, 283]
advertisement-signature: HUNTER, SCHULTZE & GIBSON, LAND, ESTATE, AND EXCHANGE AGENTS, TENNYSON ST., NAPIER.: [1313, 179, 1718, 199]
advertisement: [451, 482, 652, 553]
advertisement: [22, 599, 223, 701]
advertisement-signature: WELLWOOD AND WELLWOOD, HASTINGS, H.B.: [906, 604, 1054, 624]
advertisement: [879, 629, 1080, 679]
advertisement-signature: Printed and Published by Albert Blanton, "Coomboona," Terrace, Wellington, for the Wellington Publishing Company, Limited, at the Registered Office of the Company, Dominion Avenue, Wellington. Saturday, May 6, 1911.: [1315, 884, 1716, 913]
advertisement-body: 1140 ACRES, Native Lease, 42 years; rental, 7 years at 1s. 3d.; 7 years at 1s. 6d.; 7 years at 2s.; 21 years at 2s. 6d. per acre. Situated 18 miles from Te Kuiti. Good house, woolshed and yards. Price, £2 10s. per acre goodwill.: [1094, 248, 1295, 286]
advertisement-body: 800 ACRES FREEHOLD, all in grass, with the exception of about 200 acres in bush; now ploughing; 400 acres ploughable; country all flat, rich land, with easy hills in the back; subdivided into 12 paddocks; good homestead, woolshed, stable. Price £16 10s. per acre.: [1308, 148, 1723, 177]
advertisement: [451, 776, 652, 859]
advertisement-signature: H. F. McNEILL AND CO., 135 FEATHERSTON STREET, WELLINGTON.: [1357, 316, 1673, 326]
advertisement-signature: BAGGETT AND POTTS, WANGANUI AND HAMILTON.: [1393, 686, 1638, 697]
advertisement-body: NAPIER AND HASTINGS, H.B. ST. ALBANS, CHRISTCHURCH. FOR SALE OR EXCHANGE. Modern Residence on concrete foundations, close to tram, every convenience. Will exchange for Hawke's Bay. Price, £900. Have this Popular Boardinghouse Business for Sale. Money in it.: [879, 277, 1081, 334]
advertisement: [236, 636, 437, 718]
column-6: [1087, 50, 1301, 1932]
advertisement-title: SATURDAY, MAY 27th, 1911. At 12.30 p.m.: [243, 334, 432, 345]
advertisement-title: DON'T LOSE THIS CHANCE.: [269, 548, 405, 559]
advertisement-title: STRAIGHT-OUT LEASE.: [65, 451, 180, 462]
advertisement-title: UNENCUMBERED FARM FOR EXCHANGE.: [51, 604, 194, 625]
advertisement-body: AT THE FARM, SOUTH MANAKAU ROAD, MANAKAU. TUESDAY, 9th MAY, 1911. ABRAHAM AND WILLIAMS, LTD., will sell, on account of Mrs. E. G. Rand, at 12 noon— 39 Springing and dry cows, heifers, horses, dairy plant and household furniture. Everything will be without reserve, with the exception of acres and a few articles of furniture.: [22, 104, 224, 162]
advertisement-signature: CAMPBELL THOMSON & CO., DANNEVIRKE.: [910, 512, 1049, 532]
advertisement: [22, 179, 223, 252]
delivered-rates-table: [1308, 962, 1723, 998]
advertisement-title: SHEEP FARM.: [1482, 335, 1549, 347]
advertisement: [665, 673, 866, 755]
advertisement-line: WELLESLEY STREET,: [920, 172, 1039, 182]
advertisement-title: LANE & McCARTHY,: [930, 264, 1030, 275]
advertisement-body: 850 ACRES Freehold, Waverley district; situated only 3 miles from good Township; 400 acres ploughable, balance good hilly country; all in grass; will carry 2000 sheep and 100 head of cattle. Price, £10 10s. per acre. Terms, £2000 cash; balance at 5 per cent for five years.: [1308, 285, 1723, 313]
advertisement-body: 75 ACRES, adjoining railway town, all good land, 60 ploughable, 15 in turnips, 9-roomed house, large woolshed, 4-stall stable, cow byre, everything in first-class order. Terms about £400 deposit, balance can remain on mortgage for 5 years.: [236, 561, 438, 609]
advertisement: [236, 543, 437, 636]
advertisement-title: PALMERSTON NORTH BOROUGH COUNCIL. SALE OF VALUABLE CITY LEASES.: [462, 286, 641, 316]
advertisement-body: 382 ACRES, good district, metalled road, 5 miles from School, Wanted 850 freehold acres, 150 acres in grass, 120 in bush, 3 paddocks; about 250 acres ploughable; very good sheep country. Price, £13 5s. per acre. Terms, £325 cash; balance 12 years at 5 per cent.: [236, 653, 438, 701]
